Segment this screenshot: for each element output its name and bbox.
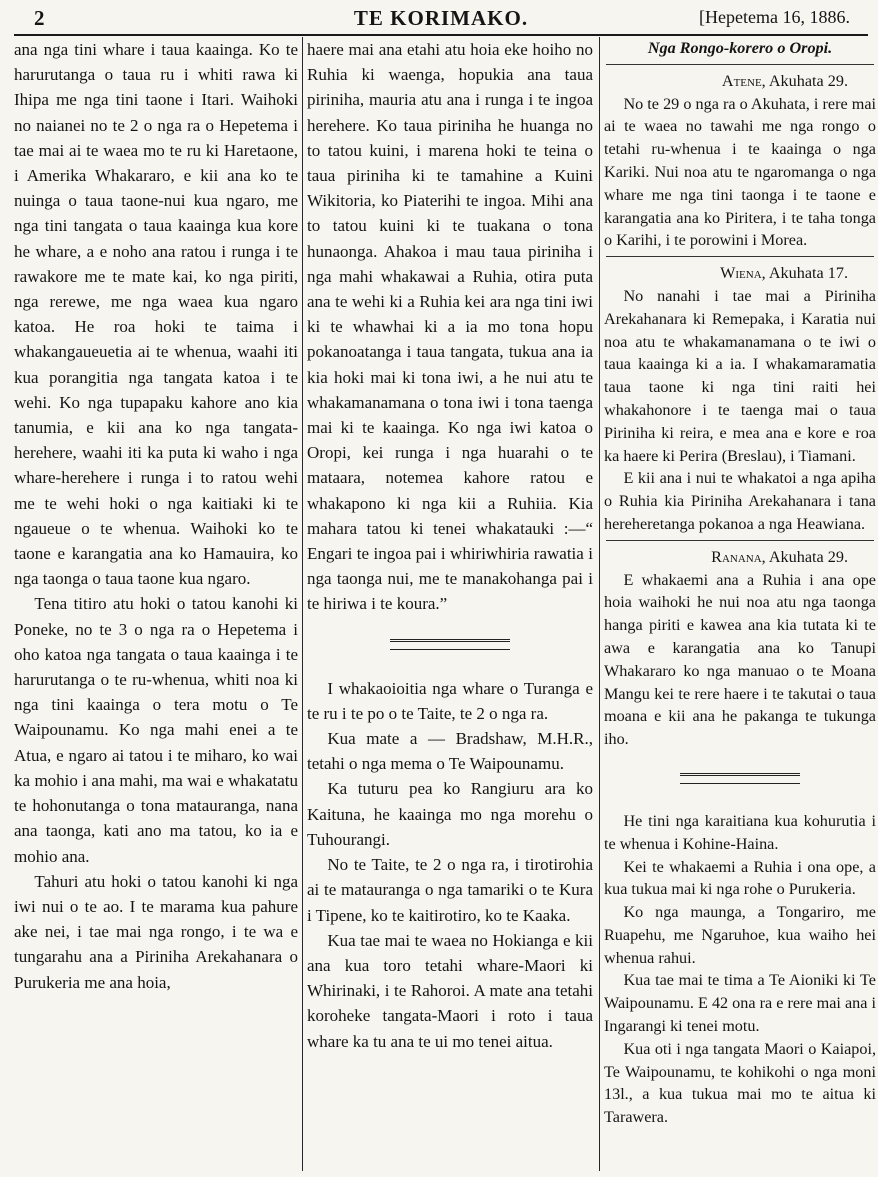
issue-date: [Hepetema 16, 1886. <box>699 7 850 27</box>
column-rule-2 <box>599 37 600 1171</box>
newspaper-title: TE KORIMAKO. <box>353 6 529 30</box>
ornamental-divider <box>390 639 510 650</box>
paragraph: Tena titiro atu hoki o tatou kanohi ki Poneke, no te 3 o nga ra o Hepetema i oho katoa nga tangata o taua kaainga i te harurutanga o te ru-whenua, whiti noa ki nga tini kaainga o tera motu o Te Waipounamu. Ko nga mahi enei a te Atua, e ngaro ai tatou i te miharo, ko wai ka mohio i ana mahi, ma wai e whakatatu te hohonutanga o tona matauranga, nana ana taonga, kati ano ma tatou, ko ia e mohio ana. <box>14 594 298 866</box>
dateline-city: Ranana <box>711 547 762 566</box>
news-item: Kua tae mai te tima a Te Aioniki ki Te Waipounamu. E 42 ona ra e rere mai ana i Ingarangi ki tenei motu. <box>604 971 876 1036</box>
dateline-london <box>604 546 876 569</box>
news-item: Kua tae mai te waea no Hokianga e kii ana kua toro tetahi whare-Maori ki Whirinaki, i te Rahoroi. A mate ana tetahi koroheke tangata-Maori i roto i taua whare ka tu ana te ui mo tenei aitua. <box>307 930 593 1051</box>
dateline-date: , Akuhata 29. <box>761 547 848 566</box>
dateline-athens <box>604 70 876 93</box>
paragraph: haere mai ana etahi atu hoia eke hoiho no Ruhia ki waenga, hopukia ana taua piriniha, mauria atu ana i runga i te ingoa herehere. Ko taua piriniha he huanga no to tatou kuini, i marena hoki te teina o taua piriniha ki te tamahine a Kuini Wikitoria, ko Piaterihi te ingoa. Mihi ana to tatou kuini ki te tuakana o tona hunaonga. Ahakoa i mau taua piriniha i nga mahi whakawai a Ruhia, otira puta ana te wehi ki a Ruhia kei ara nga tini iwi ki te whawhai ki a ia mo tona hopu pokanoatanga i taua tangata, tukua ana ia kia hoki mai ki tona iwi, a he nui atu te whakamanamana o tona iwi i tona taenga mai ki te kaainga. Ko nga iwi katoa o Oropi, kei runga i nga huarahi o te mataara, notemea kahore ratou e whakapono ki nga kii a Ruhiia. Kia mahara tatou ki tenei whakatauki :—“ Engari te ingoa pai i whiriwhiria rawatia i nga taonga nui, me te manakohanga pai i te hiriwa i te koura.” <box>307 40 593 614</box>
paragraph: Tahuri atu hoki o tatou kanohi ki nga iwi nui o te ao. I te marama kua pahure ake nei, i tae mai nga rongo, i te wa e tungarahu ana a Piriniha Arekahanara o Purukeria me ana hoia, <box>14 871 298 992</box>
news-item: No te Taite, te 2 o nga ra, i tirotirohia ai te matauranga o nga tamariki o te Kura i Tipene, ko te kaitirotiro, ko te Kaaka. <box>307 855 593 925</box>
divider <box>606 64 874 65</box>
column-1 <box>14 37 298 1177</box>
dateline-vienna <box>604 262 876 285</box>
divider <box>606 540 874 541</box>
paragraph: ana nga tini whare i taua kaainga. Ko te harurutanga o taua ru i whiti rawa ki Ihipa me nga tini taone i Itari. Waihoki no naianei no te 2 o nga ra o Hepetema i tae mai ai te waea mo te ru ki Haretaone, i Amerika Whakararo, e kii ana ko te nuinga o taua taone-nui kua ngaro, me nga tini tangata o taua kaainga kua kore he whare, a e noho ana ratou i runga i te rawakore me te mate kai, ko nga piriti, nga rerewe, me nga waea kua ngaro katoa. He roa hoki te taima i whakangaueuetia ai te whenua, waahi iti kua porangitia nga tangata katoa i te wehi. Ko nga tupapaku kahore ano kia tanumia, e kii ana ko nga tangata-herehere, waahi iti ka puta ki waho i nga whare-herehere i runga i to ratou wehi me te wehi hoki o nga kaitiaki ki te ngaueue o te whenua. Waihoki ko te taone e karangatia ana ko Hamauira, ko nga taonga o taua taone kua ngaro. <box>14 40 298 589</box>
dispatch-text: No nanahi i tae mai a Piriniha Arekahanara ki Remepaka, i Karatia nui noa atu te whakamanamana o te iwi o taua kaainga ki a ia. I whakamaramatia taua taone ki nga tini raiti hei whakahonore i te taenga mai o taua Piriniha ki reira, e mea ana e kore e roa ka haere ki Perira (Breslau), i Tiamani. <box>604 286 876 465</box>
news-item: Ko nga maunga, a Tongariro, me Ruapehu, me Ngaruhoe, kua waiho hei whenua rahui. <box>604 903 876 967</box>
dispatch-text: No te 29 o nga ra o Akuhata, i rere mai ai te waea no tawahi me nga rongo o tetahi ru-whenua i te kaainga o nga Kariki. Nui noa atu te ngaromanga o nga whare me nga tini taonga i te taone e karangatia ana ko Piritera, i te taha tonga o Karihi, i te porowini i Morea. <box>604 94 876 250</box>
news-item: Kua mate a — Bradshaw, M.H.R., tetahi o nga mema o Te Waipounamu. <box>307 729 593 774</box>
column-rule-1 <box>302 37 303 1171</box>
dateline-date: , Akuhata 17. <box>761 264 848 283</box>
news-item: Ka tuturu pea ko Rangiuru ara ko Kaituna, he kaainga mo nga morehu o Tuhourangi. <box>307 779 593 849</box>
dateline-date: , Akuhata 29. <box>761 71 848 90</box>
news-item: I whakaoioitia nga whare o Turanga e te ru i te po o te Taite, te 2 o nga ra. <box>307 678 593 723</box>
dateline-city: Wiena <box>720 264 762 283</box>
dispatch-text: E kii ana i nui te whakatoi a nga apiha o Ruhia kia Piriniha Arekahanara i tana hereheretanga pokanoa a nga Heawiana. <box>604 469 876 533</box>
ornamental-divider <box>680 773 800 784</box>
page-number: 2 <box>34 6 45 30</box>
news-item: Kua oti i nga tangata Maori o Kaiapoi, Te Waipounamu, te kohikohi o nga moni 13l., a kua tukua mai mo te aitua ki Tarawera. <box>604 1039 876 1127</box>
news-item: He tini nga karaitiana kua kohurutia i te whenua i Kohine-Haina. <box>604 811 876 853</box>
column-3 <box>604 37 876 1177</box>
section-title: Nga Rongo-korero o Oropi. <box>647 39 833 57</box>
column-2 <box>307 37 593 1177</box>
masthead <box>14 4 868 36</box>
divider <box>606 256 874 257</box>
columns <box>14 37 876 1177</box>
news-item: Kei te whakaemi a Ruhia i ona ope, a kua tukua mai ki nga rohe o Purukeria. <box>604 857 876 899</box>
dispatch-text: E whakaemi ana a Ruhia i ana ope hoia waihoki he nui noa atu nga taonga hanga piriti e kawea ana kia tutata ki te awa e karangatia ana ko Tanupi Whakararo ko nga manuao o te Moana Mangu kei te rere haere i te takutai o taua moana e kii ana he pakanga te tukunga iho. <box>604 570 876 749</box>
dateline-city: Atene <box>721 71 762 90</box>
